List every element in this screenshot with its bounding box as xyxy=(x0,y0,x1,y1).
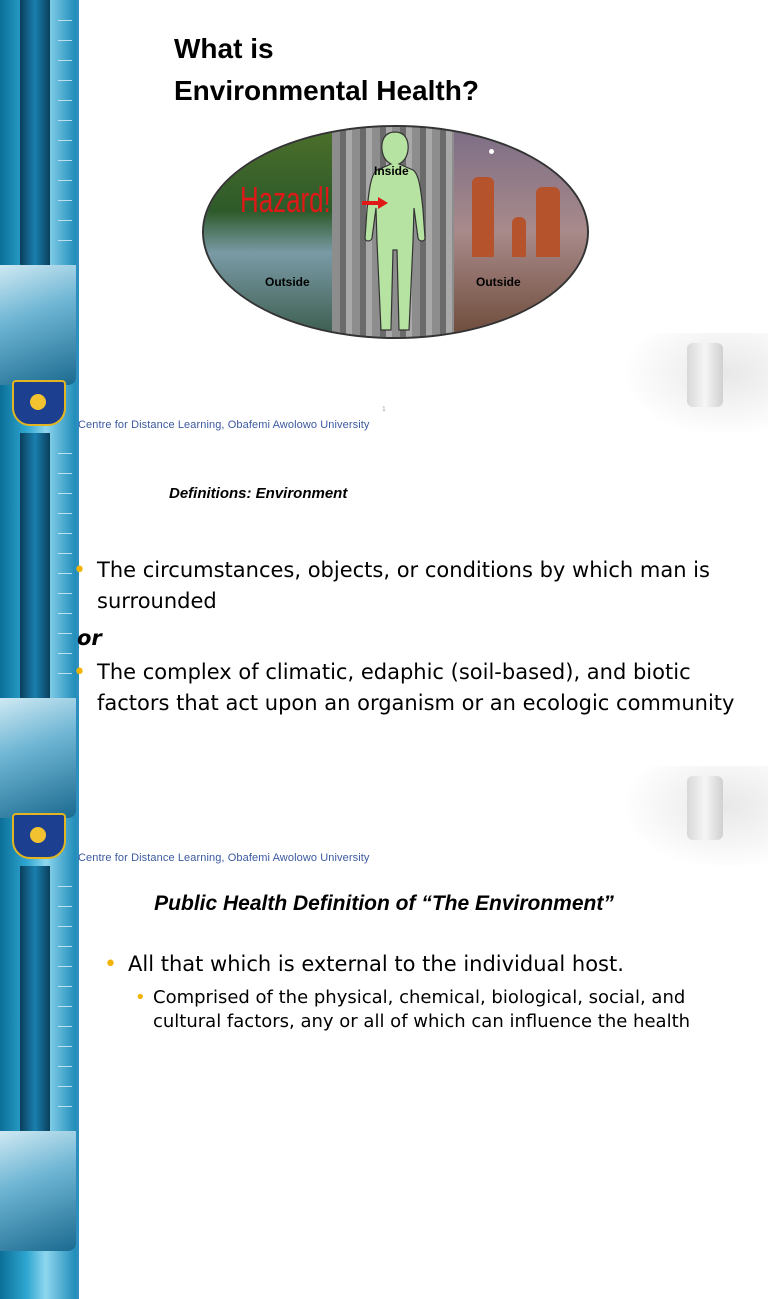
bullet-item-2 xyxy=(73,657,762,719)
title-line-2: Environmental Health? xyxy=(174,75,479,106)
slide-title: Definitions: Environment xyxy=(169,485,348,502)
bullet-dot-icon: • xyxy=(135,987,146,1008)
bullet-text: The complex of climatic, edaphic (soil-based), and biotic factors that act upon an organism or an ecologic community xyxy=(97,660,735,715)
thermometer-scale xyxy=(58,20,72,260)
forest-stream-image xyxy=(204,127,332,337)
thermometer-scale xyxy=(58,886,72,1126)
university-logo xyxy=(12,813,66,859)
connector-or: or xyxy=(77,626,102,650)
bullet-dot-icon: • xyxy=(73,660,86,685)
slide-title xyxy=(174,28,479,112)
university-logo xyxy=(12,380,66,426)
medicine-bottle-image xyxy=(628,333,768,433)
hazard-label: Hazard! xyxy=(240,179,331,220)
human-figure-icon xyxy=(361,130,429,335)
thermometer-scale xyxy=(58,453,72,693)
bullet-item-1 xyxy=(104,952,624,977)
slide-title: Public Health Definition of “The Environment” xyxy=(154,892,614,915)
bullet-item-1 xyxy=(73,555,757,617)
bullet-dot-icon: • xyxy=(73,558,86,583)
sub-bullet-text: Comprised of the physical, chemical, biological, social, and cultural factors, any or all of which can influence the health xyxy=(153,987,691,1032)
desert-rock-image xyxy=(454,127,587,337)
red-arrow-icon xyxy=(362,197,388,209)
footer-text: Centre for Distance Learning, Obafemi Awolowo University xyxy=(78,419,370,431)
slide-public-health-definition xyxy=(0,866,768,1299)
footer-text: Centre for Distance Learning, Obafemi Awolowo University xyxy=(78,852,370,864)
medicine-bottle-image xyxy=(628,766,768,866)
environment-illustration xyxy=(202,125,589,339)
sub-bullet-item-1 xyxy=(135,986,713,1034)
page-number: 1 xyxy=(382,406,386,413)
bullet-text: The circumstances, objects, or conditions by which man is surrounded xyxy=(97,558,710,613)
label-outside-left: Outside xyxy=(265,275,310,289)
sidebar-decoration xyxy=(0,866,79,1299)
sidebar-decoration xyxy=(0,0,79,433)
bullet-text: All that which is external to the individual host. xyxy=(128,952,624,976)
slide-definitions-environment xyxy=(0,433,768,866)
bullet-dot-icon: • xyxy=(104,952,117,977)
label-outside-right: Outside xyxy=(476,275,521,289)
sidebar-decoration xyxy=(0,433,79,866)
label-inside: Inside xyxy=(374,164,409,178)
title-line-1: What is xyxy=(174,33,274,64)
slide-what-is-environmental-health xyxy=(0,0,768,433)
